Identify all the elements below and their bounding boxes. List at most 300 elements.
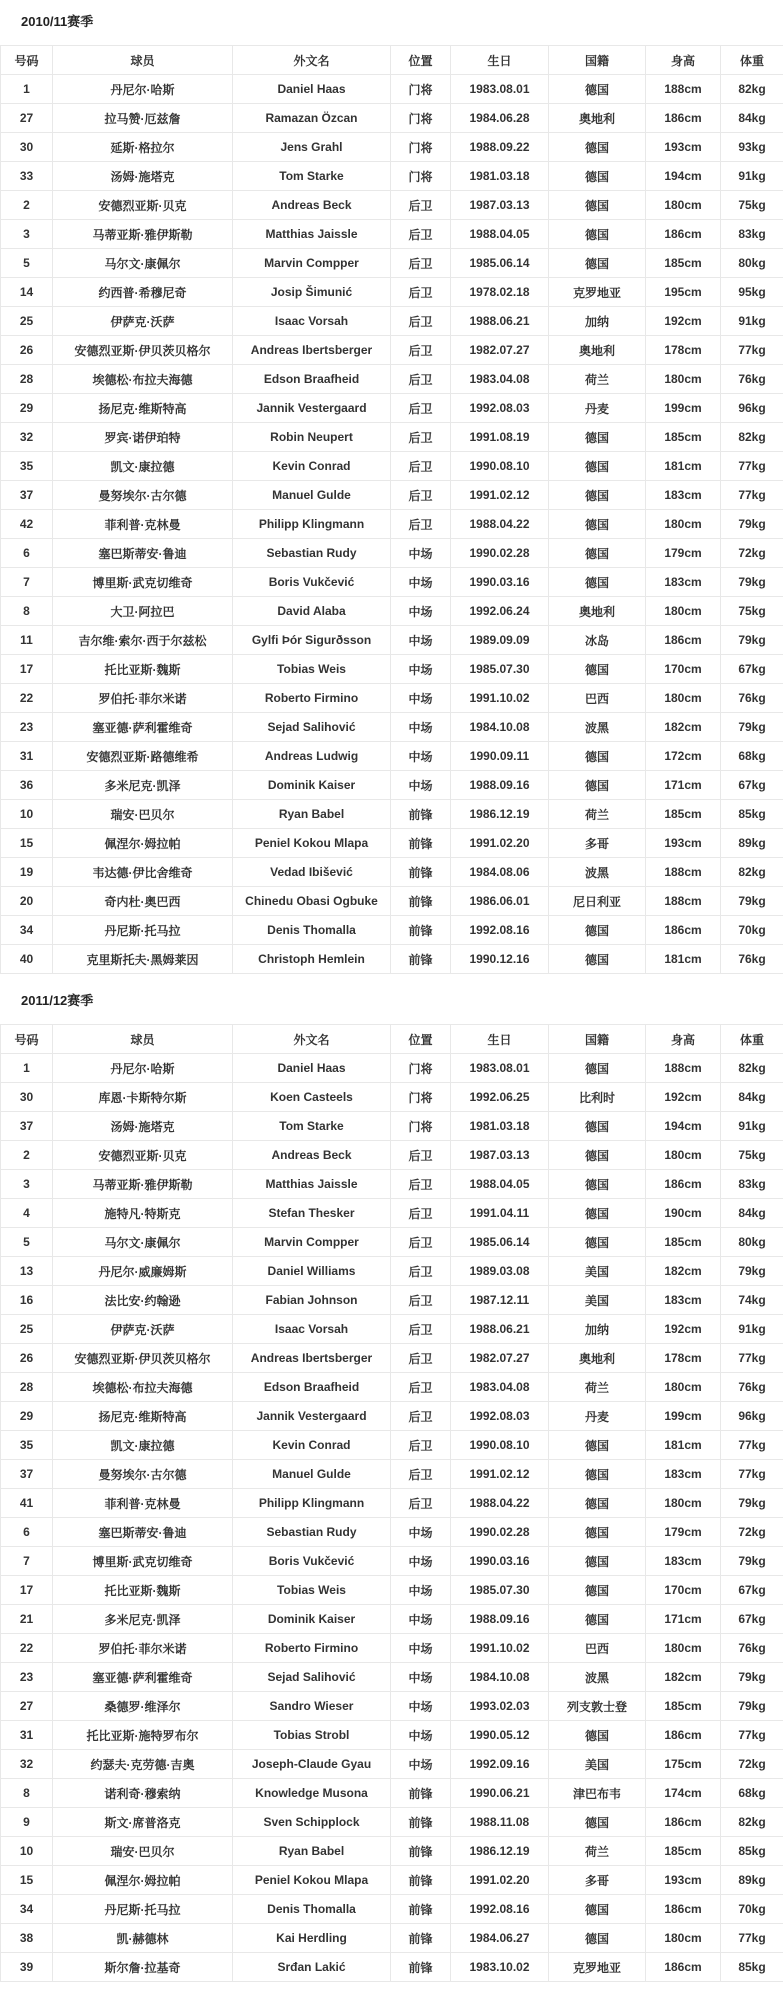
cell-number: 29 <box>1 1402 53 1431</box>
cell-player: 佩涅尔·姆拉帕 <box>53 829 233 858</box>
cell-height: 185cm <box>646 1837 721 1866</box>
cell-weight: 70kg <box>721 916 783 945</box>
column-header-birthday: 生日 <box>451 1025 549 1054</box>
cell-weight: 76kg <box>721 365 783 394</box>
cell-foreign-name: Daniel Haas <box>233 1054 391 1083</box>
cell-number: 21 <box>1 1605 53 1634</box>
cell-number: 26 <box>1 336 53 365</box>
cell-birthday: 1990.02.28 <box>451 539 549 568</box>
cell-position: 中场 <box>391 1692 451 1721</box>
cell-player: 多米尼克·凯泽 <box>53 1605 233 1634</box>
season-section <box>0 0 783 974</box>
cell-player: 延斯·格拉尔 <box>53 133 233 162</box>
cell-birthday: 1991.02.12 <box>451 481 549 510</box>
cell-weight: 84kg <box>721 104 783 133</box>
table-row <box>1 133 783 162</box>
cell-weight: 82kg <box>721 1808 783 1837</box>
table-row <box>1 916 783 945</box>
table-row <box>1 742 783 771</box>
cell-nationality: 德国 <box>549 1112 646 1141</box>
cell-foreign-name: Philipp Klingmann <box>233 1489 391 1518</box>
cell-weight: 82kg <box>721 75 783 104</box>
cell-foreign-name: Sejad Salihović <box>233 713 391 742</box>
cell-nationality: 德国 <box>549 510 646 539</box>
cell-player: 瑞安·巴贝尔 <box>53 1837 233 1866</box>
cell-nationality: 波黑 <box>549 1663 646 1692</box>
cell-number: 3 <box>1 1170 53 1199</box>
table-row <box>1 771 783 800</box>
cell-birthday: 1990.02.28 <box>451 1518 549 1547</box>
cell-birthday: 1983.08.01 <box>451 1054 549 1083</box>
cell-foreign-name: Denis Thomalla <box>233 916 391 945</box>
cell-nationality: 比利时 <box>549 1083 646 1112</box>
cell-weight: 85kg <box>721 800 783 829</box>
cell-weight: 68kg <box>721 742 783 771</box>
cell-player: 马尔文·康佩尔 <box>53 1228 233 1257</box>
cell-weight: 82kg <box>721 423 783 452</box>
table-row <box>1 1808 783 1837</box>
cell-nationality: 德国 <box>549 452 646 481</box>
cell-position: 后卫 <box>391 1170 451 1199</box>
table-row <box>1 1112 783 1141</box>
cell-birthday: 1990.03.16 <box>451 568 549 597</box>
cell-player: 安德烈亚斯·贝克 <box>53 1141 233 1170</box>
cell-player: 丹尼斯·托马拉 <box>53 916 233 945</box>
cell-position: 后卫 <box>391 1228 451 1257</box>
cell-height: 174cm <box>646 1779 721 1808</box>
cell-foreign-name: Knowledge Musona <box>233 1779 391 1808</box>
cell-position: 中场 <box>391 1605 451 1634</box>
cell-nationality: 德国 <box>549 133 646 162</box>
cell-player: 托比亚斯·魏斯 <box>53 655 233 684</box>
cell-nationality: 德国 <box>549 945 646 974</box>
cell-foreign-name: Tobias Weis <box>233 655 391 684</box>
cell-foreign-name: Josip Šimunić <box>233 278 391 307</box>
cell-height: 193cm <box>646 1866 721 1895</box>
cell-position: 后卫 <box>391 1489 451 1518</box>
cell-player: 曼努埃尔·古尔德 <box>53 481 233 510</box>
cell-nationality: 德国 <box>549 1199 646 1228</box>
cell-height: 183cm <box>646 1547 721 1576</box>
cell-player: 汤姆·施塔克 <box>53 1112 233 1141</box>
cell-height: 171cm <box>646 1605 721 1634</box>
table-row <box>1 394 783 423</box>
cell-number: 17 <box>1 655 53 684</box>
cell-number: 1 <box>1 1054 53 1083</box>
cell-number: 38 <box>1 1924 53 1953</box>
cell-foreign-name: Andreas Beck <box>233 1141 391 1170</box>
cell-position: 前锋 <box>391 945 451 974</box>
cell-player: 凯文·康拉德 <box>53 1431 233 1460</box>
cell-number: 39 <box>1 1953 53 1982</box>
cell-weight: 77kg <box>721 1721 783 1750</box>
cell-foreign-name: Kevin Conrad <box>233 452 391 481</box>
cell-nationality: 德国 <box>549 481 646 510</box>
cell-nationality: 德国 <box>549 539 646 568</box>
cell-position: 中场 <box>391 742 451 771</box>
column-header-player: 球员 <box>53 1025 233 1054</box>
table-row <box>1 887 783 916</box>
cell-number: 30 <box>1 133 53 162</box>
cell-weight: 67kg <box>721 1605 783 1634</box>
cell-weight: 91kg <box>721 1315 783 1344</box>
cell-weight: 70kg <box>721 1895 783 1924</box>
cell-height: 181cm <box>646 452 721 481</box>
cell-birthday: 1990.08.10 <box>451 1431 549 1460</box>
column-header-position: 位置 <box>391 46 451 75</box>
cell-weight: 79kg <box>721 1663 783 1692</box>
cell-weight: 96kg <box>721 394 783 423</box>
cell-foreign-name: Manuel Gulde <box>233 1460 391 1489</box>
cell-nationality: 德国 <box>549 162 646 191</box>
cell-weight: 77kg <box>721 1344 783 1373</box>
cell-number: 6 <box>1 1518 53 1547</box>
cell-nationality: 德国 <box>549 191 646 220</box>
cell-foreign-name: Edson Braafheid <box>233 1373 391 1402</box>
cell-player: 斯尔詹·拉基奇 <box>53 1953 233 1982</box>
cell-foreign-name: Ryan Babel <box>233 1837 391 1866</box>
cell-weight: 76kg <box>721 1634 783 1663</box>
cell-birthday: 1983.04.08 <box>451 365 549 394</box>
cell-nationality: 波黑 <box>549 713 646 742</box>
table-row <box>1 1663 783 1692</box>
cell-weight: 79kg <box>721 713 783 742</box>
cell-height: 194cm <box>646 162 721 191</box>
cell-player: 安德烈亚斯·贝克 <box>53 191 233 220</box>
cell-birthday: 1991.08.19 <box>451 423 549 452</box>
cell-number: 11 <box>1 626 53 655</box>
cell-position: 中场 <box>391 568 451 597</box>
cell-nationality: 加纳 <box>549 307 646 336</box>
column-header-height: 身高 <box>646 46 721 75</box>
cell-foreign-name: Boris Vukčević <box>233 568 391 597</box>
season-title: 2011/12赛季 <box>21 993 94 1008</box>
cell-position: 后卫 <box>391 452 451 481</box>
cell-height: 170cm <box>646 655 721 684</box>
cell-height: 182cm <box>646 1257 721 1286</box>
cell-foreign-name: Jens Grahl <box>233 133 391 162</box>
table-row <box>1 1054 783 1083</box>
cell-nationality: 美国 <box>549 1257 646 1286</box>
table-row <box>1 336 783 365</box>
cell-number: 4 <box>1 1199 53 1228</box>
cell-nationality: 德国 <box>549 1170 646 1199</box>
cell-position: 门将 <box>391 1112 451 1141</box>
cell-foreign-name: Kai Herdling <box>233 1924 391 1953</box>
cell-birthday: 1990.06.21 <box>451 1779 549 1808</box>
cell-player: 伊萨克·沃萨 <box>53 1315 233 1344</box>
season-section <box>0 974 783 1982</box>
cell-position: 前锋 <box>391 887 451 916</box>
cell-position: 前锋 <box>391 1866 451 1895</box>
cell-foreign-name: Srđan Lakić <box>233 1953 391 1982</box>
cell-position: 后卫 <box>391 1431 451 1460</box>
cell-foreign-name: Andreas Beck <box>233 191 391 220</box>
cell-position: 后卫 <box>391 336 451 365</box>
cell-weight: 83kg <box>721 220 783 249</box>
cell-height: 186cm <box>646 1721 721 1750</box>
cell-height: 199cm <box>646 1402 721 1431</box>
cell-position: 中场 <box>391 713 451 742</box>
cell-number: 16 <box>1 1286 53 1315</box>
cell-weight: 76kg <box>721 684 783 713</box>
cell-nationality: 德国 <box>549 568 646 597</box>
cell-number: 13 <box>1 1257 53 1286</box>
cell-number: 19 <box>1 858 53 887</box>
cell-player: 佩涅尔·姆拉帕 <box>53 1866 233 1895</box>
cell-player: 博里斯·武克切维奇 <box>53 568 233 597</box>
table-row <box>1 626 783 655</box>
table-row <box>1 1576 783 1605</box>
cell-birthday: 1992.08.16 <box>451 1895 549 1924</box>
cell-player: 凯文·康拉德 <box>53 452 233 481</box>
cell-position: 前锋 <box>391 1808 451 1837</box>
cell-player: 塞巴斯蒂安·鲁迪 <box>53 1518 233 1547</box>
cell-number: 35 <box>1 1431 53 1460</box>
cell-height: 183cm <box>646 1460 721 1489</box>
cell-number: 2 <box>1 191 53 220</box>
table-row <box>1 1750 783 1779</box>
cell-birthday: 1991.10.02 <box>451 684 549 713</box>
cell-height: 178cm <box>646 336 721 365</box>
cell-height: 170cm <box>646 1576 721 1605</box>
cell-nationality: 德国 <box>549 1895 646 1924</box>
cell-player: 丹尼尔·哈斯 <box>53 1054 233 1083</box>
cell-height: 183cm <box>646 568 721 597</box>
table-row <box>1 1170 783 1199</box>
cell-position: 后卫 <box>391 1315 451 1344</box>
cell-height: 192cm <box>646 307 721 336</box>
cell-number: 3 <box>1 220 53 249</box>
cell-height: 193cm <box>646 133 721 162</box>
cell-weight: 79kg <box>721 1547 783 1576</box>
cell-birthday: 1992.08.16 <box>451 916 549 945</box>
cell-weight: 74kg <box>721 1286 783 1315</box>
table-row <box>1 1924 783 1953</box>
cell-player: 安德烈亚斯·路德维希 <box>53 742 233 771</box>
cell-player: 汤姆·施塔克 <box>53 162 233 191</box>
cell-nationality: 德国 <box>549 1431 646 1460</box>
cell-position: 后卫 <box>391 191 451 220</box>
cell-nationality: 德国 <box>549 771 646 800</box>
cell-birthday: 1990.08.10 <box>451 452 549 481</box>
cell-nationality: 德国 <box>549 1141 646 1170</box>
cell-birthday: 1984.10.08 <box>451 713 549 742</box>
cell-height: 180cm <box>646 1373 721 1402</box>
cell-weight: 79kg <box>721 887 783 916</box>
table-row <box>1 191 783 220</box>
cell-birthday: 1989.03.08 <box>451 1257 549 1286</box>
cell-position: 后卫 <box>391 1460 451 1489</box>
cell-foreign-name: Ryan Babel <box>233 800 391 829</box>
cell-player: 奇内杜·奥巴西 <box>53 887 233 916</box>
cell-number: 5 <box>1 249 53 278</box>
table-row <box>1 1083 783 1112</box>
cell-weight: 91kg <box>721 307 783 336</box>
cell-weight: 89kg <box>721 1866 783 1895</box>
cell-birthday: 1992.08.03 <box>451 1402 549 1431</box>
cell-player: 马蒂亚斯·雅伊斯勒 <box>53 220 233 249</box>
cell-player: 克里斯托夫·黑姆莱因 <box>53 945 233 974</box>
cell-birthday: 1988.06.21 <box>451 307 549 336</box>
cell-height: 186cm <box>646 626 721 655</box>
cell-position: 后卫 <box>391 307 451 336</box>
cell-player: 拉马赞·厄兹詹 <box>53 104 233 133</box>
cell-nationality: 奥地利 <box>549 104 646 133</box>
cell-birthday: 1992.09.16 <box>451 1750 549 1779</box>
cell-birthday: 1981.03.18 <box>451 1112 549 1141</box>
cell-player: 约西普·希穆尼奇 <box>53 278 233 307</box>
cell-nationality: 多哥 <box>549 1866 646 1895</box>
cell-weight: 96kg <box>721 1402 783 1431</box>
cell-position: 后卫 <box>391 1257 451 1286</box>
cell-position: 后卫 <box>391 481 451 510</box>
cell-weight: 79kg <box>721 510 783 539</box>
table-row <box>1 1721 783 1750</box>
column-header-foreign-name: 外文名 <box>233 46 391 75</box>
cell-number: 31 <box>1 742 53 771</box>
cell-player: 罗伯托·菲尔米诺 <box>53 684 233 713</box>
cell-position: 门将 <box>391 1083 451 1112</box>
cell-nationality: 尼日利亚 <box>549 887 646 916</box>
cell-nationality: 德国 <box>549 1605 646 1634</box>
cell-number: 10 <box>1 800 53 829</box>
cell-position: 中场 <box>391 626 451 655</box>
cell-height: 182cm <box>646 1663 721 1692</box>
cell-height: 175cm <box>646 1750 721 1779</box>
cell-birthday: 1991.10.02 <box>451 1634 549 1663</box>
cell-foreign-name: Manuel Gulde <box>233 481 391 510</box>
cell-position: 中场 <box>391 1750 451 1779</box>
cell-birthday: 1988.04.05 <box>451 1170 549 1199</box>
cell-position: 中场 <box>391 1547 451 1576</box>
cell-height: 180cm <box>646 1489 721 1518</box>
cell-number: 35 <box>1 452 53 481</box>
cell-birthday: 1992.06.24 <box>451 597 549 626</box>
cell-birthday: 1984.06.27 <box>451 1924 549 1953</box>
cell-position: 中场 <box>391 539 451 568</box>
cell-birthday: 1988.09.16 <box>451 771 549 800</box>
cell-foreign-name: Chinedu Obasi Ogbuke <box>233 887 391 916</box>
cell-number: 27 <box>1 1692 53 1721</box>
cell-number: 33 <box>1 162 53 191</box>
cell-height: 182cm <box>646 713 721 742</box>
table-row <box>1 597 783 626</box>
cell-position: 前锋 <box>391 858 451 887</box>
cell-height: 180cm <box>646 191 721 220</box>
table-row <box>1 1605 783 1634</box>
table-row <box>1 510 783 539</box>
cell-nationality: 波黑 <box>549 858 646 887</box>
cell-player: 菲利普·克林曼 <box>53 510 233 539</box>
cell-number: 10 <box>1 1837 53 1866</box>
cell-player: 塞亚德·萨利霍维奇 <box>53 713 233 742</box>
cell-weight: 89kg <box>721 829 783 858</box>
cell-number: 31 <box>1 1721 53 1750</box>
cell-position: 后卫 <box>391 423 451 452</box>
table-row <box>1 655 783 684</box>
cell-weight: 75kg <box>721 597 783 626</box>
cell-birthday: 1984.10.08 <box>451 1663 549 1692</box>
cell-nationality: 美国 <box>549 1750 646 1779</box>
cell-foreign-name: Sandro Wieser <box>233 1692 391 1721</box>
cell-birthday: 1992.08.03 <box>451 394 549 423</box>
cell-position: 前锋 <box>391 800 451 829</box>
cell-foreign-name: Daniel Haas <box>233 75 391 104</box>
cell-number: 41 <box>1 1489 53 1518</box>
table-row <box>1 1634 783 1663</box>
cell-height: 172cm <box>646 742 721 771</box>
cell-weight: 95kg <box>721 278 783 307</box>
cell-position: 中场 <box>391 771 451 800</box>
cell-height: 185cm <box>646 1692 721 1721</box>
cell-foreign-name: Daniel Williams <box>233 1257 391 1286</box>
cell-nationality: 德国 <box>549 1576 646 1605</box>
cell-weight: 77kg <box>721 1431 783 1460</box>
cell-number: 25 <box>1 307 53 336</box>
cell-nationality: 德国 <box>549 1228 646 1257</box>
cell-birthday: 1984.06.28 <box>451 104 549 133</box>
cell-number: 29 <box>1 394 53 423</box>
cell-foreign-name: Andreas Ludwig <box>233 742 391 771</box>
cell-number: 8 <box>1 1779 53 1808</box>
cell-position: 中场 <box>391 1576 451 1605</box>
column-header-weight: 体重 <box>721 1025 783 1054</box>
table-row <box>1 1779 783 1808</box>
cell-birthday: 1988.04.05 <box>451 220 549 249</box>
cell-player: 菲利普·克林曼 <box>53 1489 233 1518</box>
cell-position: 中场 <box>391 684 451 713</box>
cell-height: 186cm <box>646 916 721 945</box>
cell-height: 180cm <box>646 684 721 713</box>
cell-height: 171cm <box>646 771 721 800</box>
cell-number: 9 <box>1 1808 53 1837</box>
roster-table <box>0 45 783 974</box>
cell-nationality: 多哥 <box>549 829 646 858</box>
cell-foreign-name: Dominik Kaiser <box>233 1605 391 1634</box>
column-header-nationality: 国籍 <box>549 46 646 75</box>
cell-nationality: 奥地利 <box>549 597 646 626</box>
cell-weight: 91kg <box>721 1112 783 1141</box>
cell-player: 诺利奇·穆索纳 <box>53 1779 233 1808</box>
cell-number: 37 <box>1 1460 53 1489</box>
season-title: 2010/11赛季 <box>21 14 94 29</box>
cell-player: 丹尼斯·托马拉 <box>53 1895 233 1924</box>
cell-height: 186cm <box>646 220 721 249</box>
cell-weight: 67kg <box>721 771 783 800</box>
cell-weight: 91kg <box>721 162 783 191</box>
cell-height: 181cm <box>646 945 721 974</box>
cell-nationality: 列支敦士登 <box>549 1692 646 1721</box>
cell-weight: 79kg <box>721 626 783 655</box>
cell-height: 180cm <box>646 365 721 394</box>
cell-height: 179cm <box>646 1518 721 1547</box>
cell-foreign-name: Marvin Compper <box>233 1228 391 1257</box>
table-row <box>1 104 783 133</box>
cell-number: 27 <box>1 104 53 133</box>
cell-height: 188cm <box>646 887 721 916</box>
cell-height: 181cm <box>646 1431 721 1460</box>
cell-foreign-name: Isaac Vorsah <box>233 1315 391 1344</box>
cell-foreign-name: Sven Schipplock <box>233 1808 391 1837</box>
cell-position: 后卫 <box>391 1344 451 1373</box>
cell-birthday: 1991.04.11 <box>451 1199 549 1228</box>
cell-number: 2 <box>1 1141 53 1170</box>
cell-number: 22 <box>1 1634 53 1663</box>
table-row <box>1 365 783 394</box>
table-row <box>1 1402 783 1431</box>
cell-foreign-name: Isaac Vorsah <box>233 307 391 336</box>
